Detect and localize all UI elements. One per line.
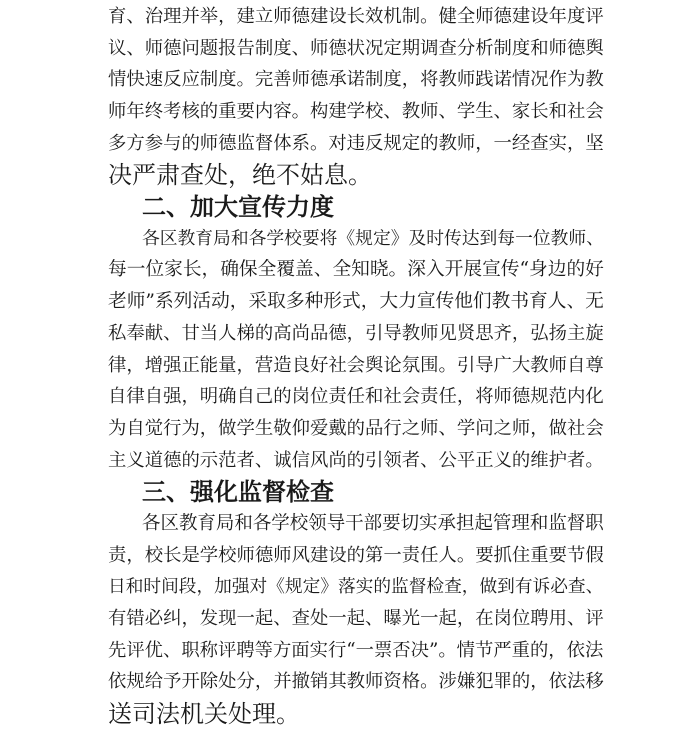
paragraph-line: 律，增强正能量，营造良好社会舆论氛围。引导广大教师自尊 (108, 354, 604, 376)
paragraph-line: 每一位家长，确保全覆盖、全知晓。深入开展宣传“身边的好 (108, 259, 604, 281)
section-heading-supervision: 三、强化监督检查 (142, 478, 334, 507)
paragraph-line: 私奉献、甘当人梯的高尚品德，引导教师见贤思齐，弘扬主旋 (108, 322, 604, 344)
paragraph-line: 日和时间段，加强对《规定》落实的监督检查，做到有诉必查、 (108, 577, 604, 598)
paragraph-line: 各区教育局和各学校领导干部要切实承担起管理和监督职 (142, 512, 604, 534)
paragraph-line: 各区教育局和各学校要将《规定》及时传达到每一位教师、 (142, 228, 604, 249)
paragraph-line: 多方参与的师德监督体系。对违反规定的教师，一经查实，坚 (108, 132, 604, 154)
paragraph-line: 自律自强，明确自己的岗位责任和社会责任，将师德规范内化 (108, 386, 604, 408)
paragraph-line: 送司法机关处理。 (108, 700, 300, 728)
paragraph-line: 依规给予开除处分，并撤销其教师资格。涉嫌犯罪的，依法移 (108, 671, 604, 693)
paragraph-line: 主义道德的示范者、诚信风尚的引领者、公平正义的维护者。 (108, 449, 604, 471)
paragraph-line: 情快速反应制度。完善师德承诺制度，将教师践诺情况作为教 (108, 69, 604, 91)
section-heading-publicity: 二、加大宣传力度 (142, 193, 334, 222)
paragraph-line: 议、师德问题报告制度、师德状况定期调查分析制度和师德舆 (108, 37, 604, 59)
paragraph-line: 先评优、职称评聘等方面实行“一票否决”。情节严重的，依法 (108, 639, 604, 661)
paragraph-line: 为自觉行为，做学生敬仰爱戴的品行之师、学问之师，做社会 (108, 417, 604, 439)
paragraph-line: 决严肃查处，绝不姑息。 (108, 161, 372, 190)
paragraph-line: 师年终考核的重要内容。构建学校、教师、学生、家长和社会 (108, 101, 604, 123)
paragraph-line: 老师”系列活动，采取多种形式，大力宣传他们教书育人、无 (108, 291, 604, 313)
paragraph-line: 育、治理并举，建立师德建设长效机制。健全师德建设年度评 (108, 6, 604, 27)
paragraph-line: 责，校长是学校师德师风建设的第一责任人。要抓住重要节假 (108, 544, 604, 566)
paragraph-line: 有错必纠，发现一起、查处一起、曝光一起，在岗位聘用、评 (108, 607, 604, 629)
